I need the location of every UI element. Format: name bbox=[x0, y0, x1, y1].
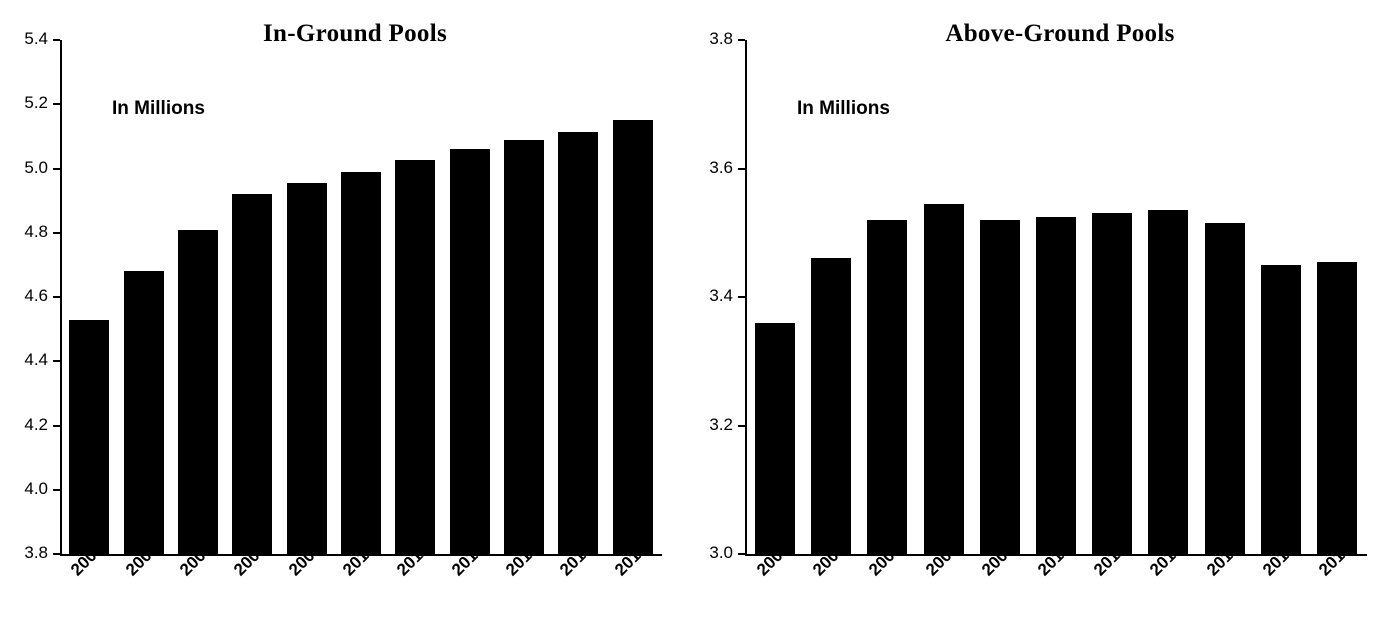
y-axis-tick bbox=[53, 360, 60, 362]
bar bbox=[178, 230, 218, 554]
y-axis-tick-label: 5.2 bbox=[24, 93, 48, 113]
units-annotation-right: In Millions bbox=[797, 98, 890, 119]
bar bbox=[1036, 217, 1076, 554]
chart-panel-above-ground-pools bbox=[705, 0, 1395, 633]
y-axis-tick-label: 3.8 bbox=[709, 29, 733, 48]
y-axis-tick-label: 4.6 bbox=[24, 286, 48, 305]
bar bbox=[1205, 223, 1245, 554]
x-axis-category-label: 2006 bbox=[121, 539, 162, 580]
y-axis-tick-label: 3.4 bbox=[709, 286, 733, 305]
y-axis-tick bbox=[738, 296, 745, 298]
y-axis-tick bbox=[53, 39, 60, 41]
x-axis-category-label: 2015 bbox=[610, 539, 651, 580]
x-axis-category-label: 2005 bbox=[67, 539, 108, 580]
x-axis-category-label: 2014 bbox=[556, 539, 597, 580]
y-axis-tick-label: 3.6 bbox=[709, 157, 733, 177]
bar bbox=[867, 220, 907, 554]
bar bbox=[811, 258, 851, 554]
bar bbox=[558, 132, 598, 554]
plot-area-right bbox=[705, 0, 1395, 633]
bar bbox=[924, 204, 964, 554]
bar bbox=[69, 320, 109, 555]
x-axis-category-label: 2008 bbox=[230, 539, 271, 580]
x-axis-category-label: 2007 bbox=[175, 539, 217, 580]
x-axis-category-label: 2005 bbox=[753, 539, 794, 580]
x-axis-category-label: 2014 bbox=[1258, 539, 1299, 580]
x-axis-category-label: 2007 bbox=[865, 539, 906, 580]
x-axis-category-label: 2015 bbox=[1314, 539, 1356, 580]
bar bbox=[287, 183, 327, 554]
y-axis-tick-label: 4.2 bbox=[24, 414, 48, 434]
bar bbox=[504, 140, 544, 554]
bar bbox=[1092, 213, 1132, 554]
x-axis-category-label: 2010 bbox=[1034, 539, 1075, 580]
y-axis-tick bbox=[53, 425, 60, 427]
bar bbox=[124, 271, 164, 554]
plot-area-left bbox=[0, 0, 690, 633]
y-axis-tick-label: 4.4 bbox=[24, 350, 48, 370]
x-axis-category-label: 2011 bbox=[393, 539, 433, 580]
y-axis-tick-label: 5.4 bbox=[24, 29, 48, 48]
x-axis-category-label: 2010 bbox=[339, 539, 380, 580]
y-axis-tick bbox=[738, 168, 745, 170]
bar bbox=[341, 172, 381, 554]
y-axis-tick-label: 5.0 bbox=[24, 157, 48, 177]
bar bbox=[232, 194, 272, 554]
bar bbox=[980, 220, 1020, 554]
y-axis-tick-label: 3.8 bbox=[24, 543, 48, 562]
bar bbox=[613, 120, 653, 554]
y-axis-tick bbox=[738, 553, 745, 555]
x-axis-category-label: 2013 bbox=[502, 539, 543, 580]
bar bbox=[450, 149, 490, 554]
chart-panel-in-ground-pools bbox=[0, 0, 690, 633]
bar-series-right bbox=[747, 40, 1365, 554]
bar bbox=[755, 323, 795, 554]
bar bbox=[1261, 265, 1301, 554]
x-axis-category-label: 2013 bbox=[1202, 539, 1243, 580]
chart-title-left: In-Ground Pools bbox=[263, 20, 447, 47]
y-axis-tick bbox=[738, 39, 745, 41]
y-axis-tick bbox=[53, 232, 60, 234]
x-axis-category-label: 2006 bbox=[809, 539, 850, 580]
y-axis-tick bbox=[53, 489, 60, 491]
y-axis-tick-label: 4.8 bbox=[24, 221, 48, 241]
bar bbox=[395, 160, 435, 554]
y-axis-tick bbox=[53, 168, 60, 170]
x-axis-category-label: 2008 bbox=[921, 539, 962, 580]
x-axis-category-label: 2012 bbox=[1146, 539, 1187, 580]
bar bbox=[1317, 262, 1357, 554]
y-axis-tick-label: 3.0 bbox=[709, 543, 733, 562]
units-annotation-left: In Millions bbox=[112, 98, 205, 119]
x-axis-category-label: 2012 bbox=[447, 539, 488, 580]
y-axis-tick-label: 3.2 bbox=[709, 414, 733, 434]
y-axis-tick bbox=[53, 103, 60, 105]
bar-series-left bbox=[62, 40, 660, 554]
y-axis-tick bbox=[738, 425, 745, 427]
chart-title-right: Above-Ground Pools bbox=[945, 20, 1175, 47]
y-axis-tick-label: 4.0 bbox=[24, 478, 48, 498]
x-axis-category-label: 2009 bbox=[284, 539, 325, 580]
x-axis-category-label: 2009 bbox=[977, 539, 1018, 580]
bar bbox=[1148, 210, 1188, 554]
x-axis-category-label: 2011 bbox=[1090, 539, 1130, 580]
y-axis-tick bbox=[53, 296, 60, 298]
y-axis-tick bbox=[53, 553, 60, 555]
